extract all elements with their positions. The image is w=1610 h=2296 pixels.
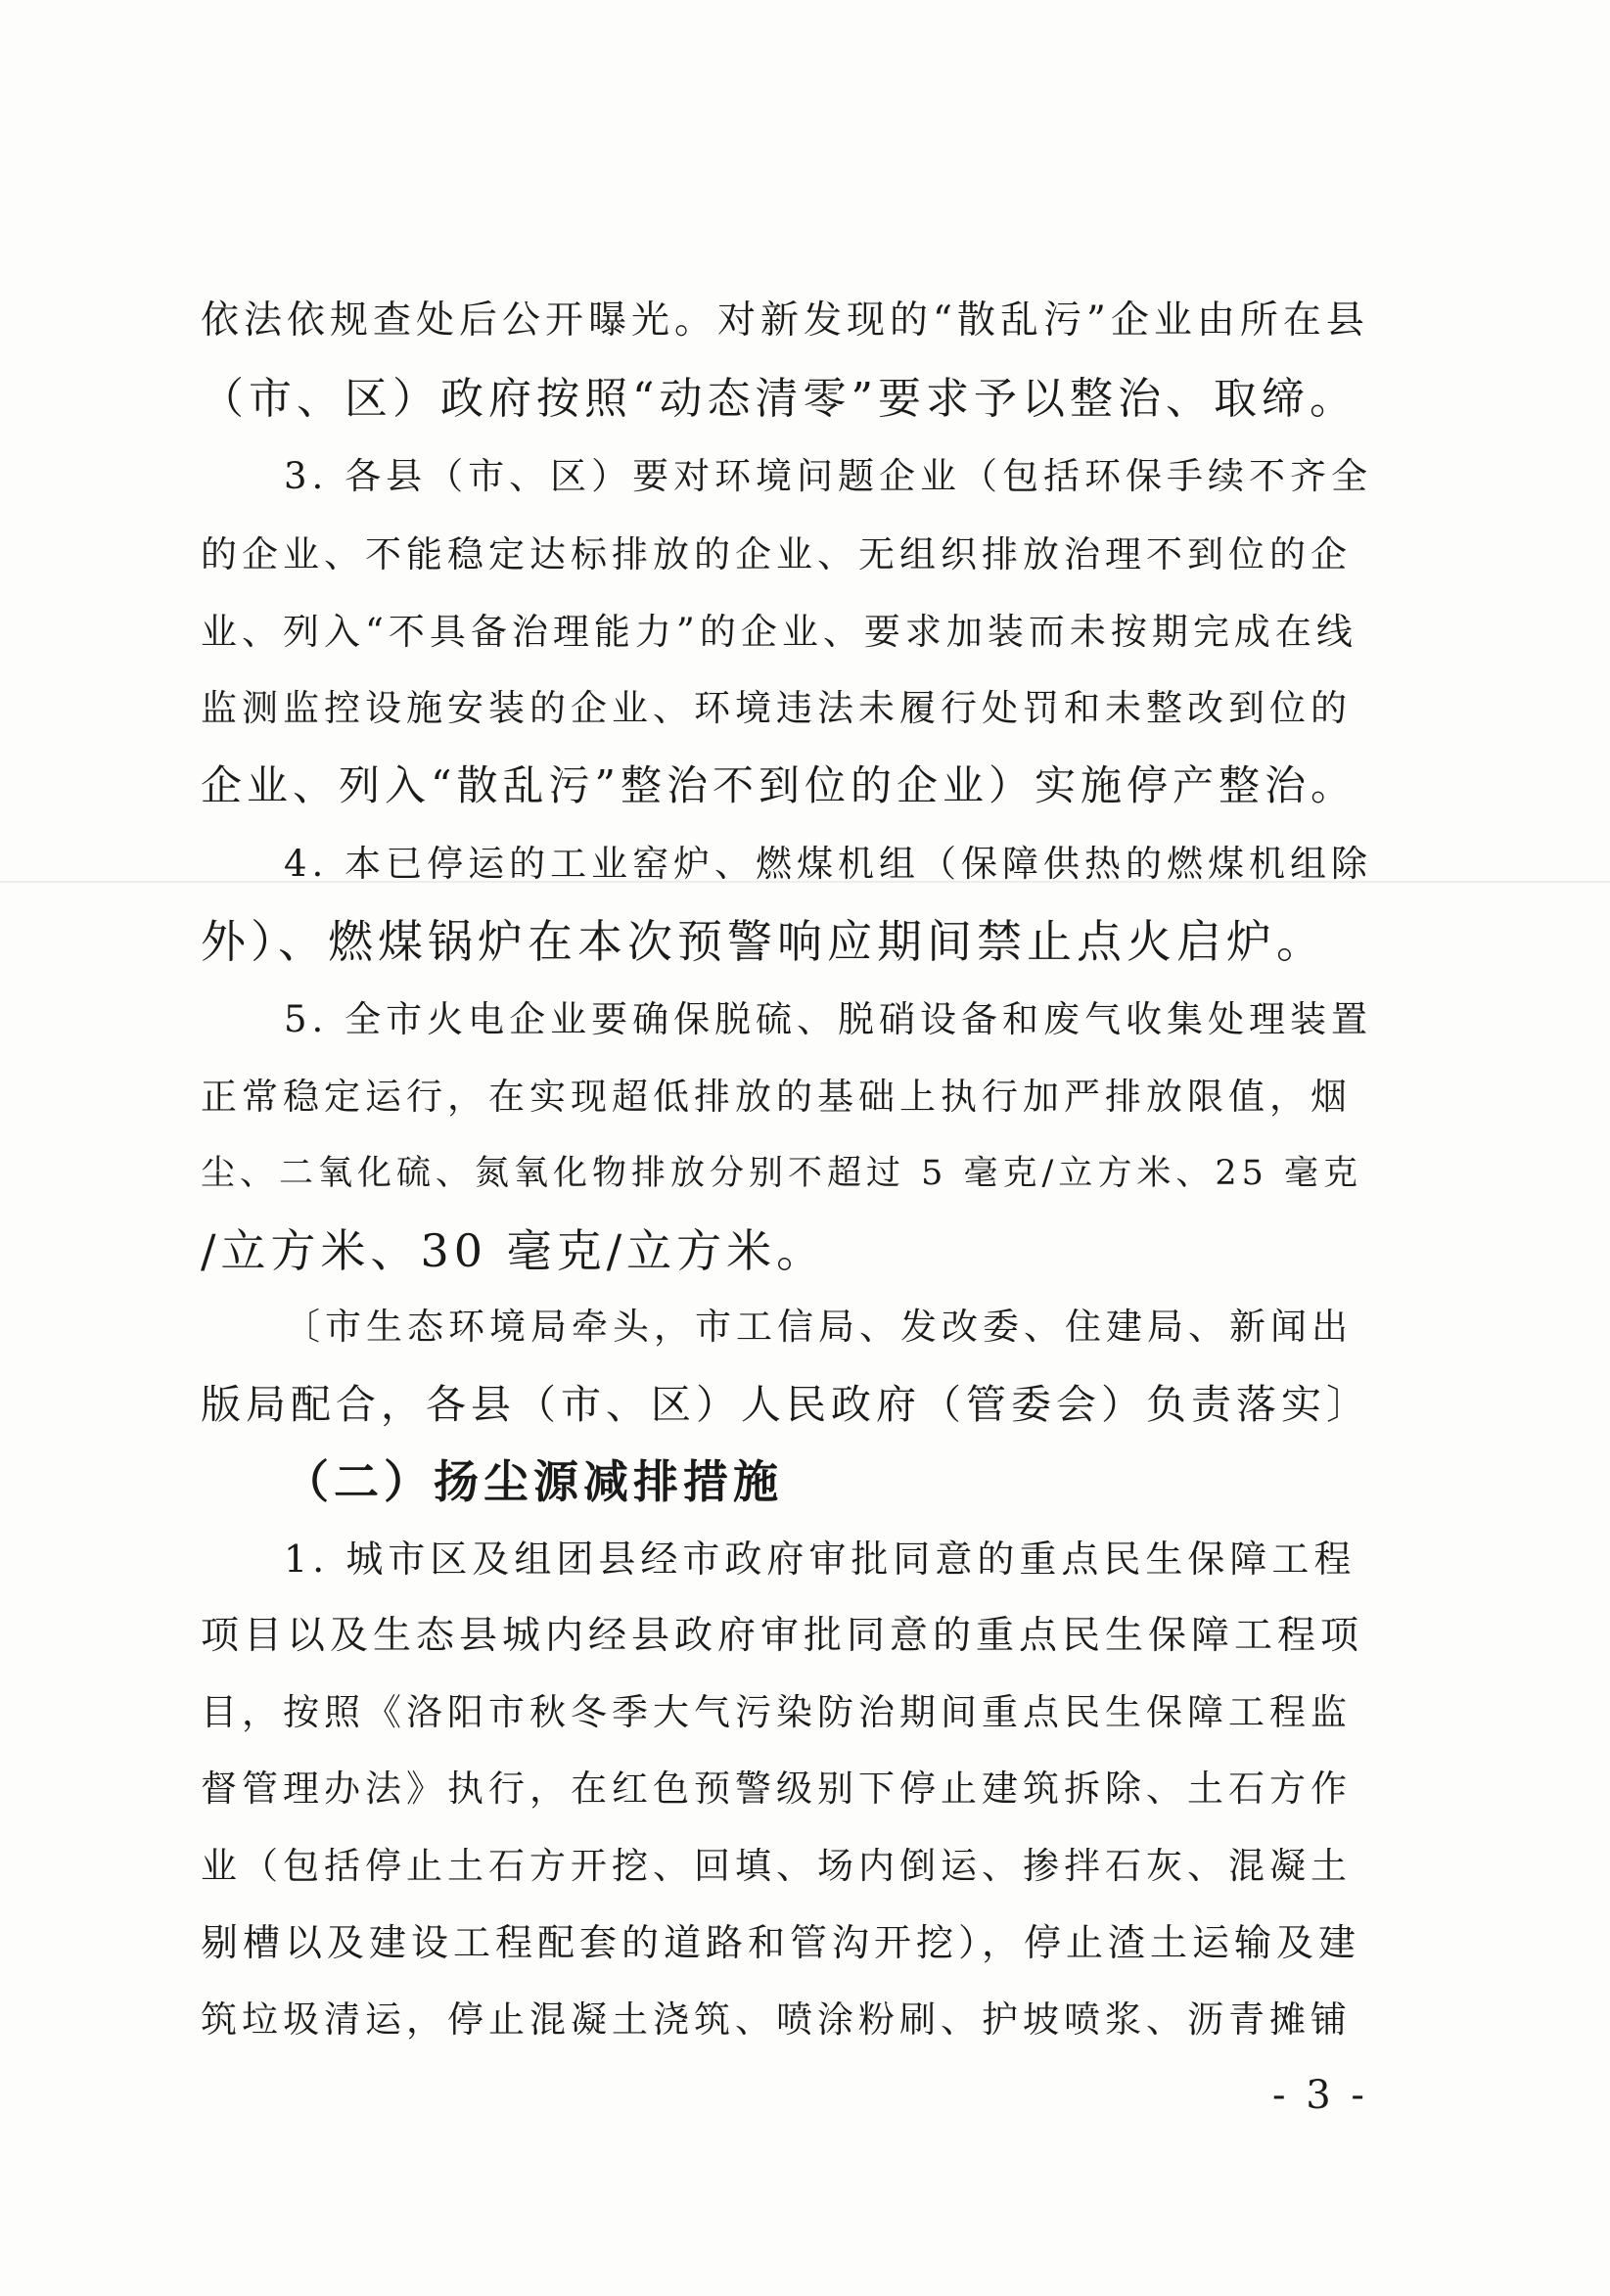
text-line: 依法依规查处后公开曝光。对新发现的“散乱污”企业由所在县 <box>201 298 1369 343</box>
text-line: 尘、二氧化硫、氮氧化物排放分别不超过 5 毫克/立方米、25 毫克 <box>201 1154 1362 1193</box>
text-line: 〔市生态环境局牵头，市工信局、发改委、住建局、新闻出 <box>284 1306 1353 1348</box>
page-number: - 3 - <box>1272 2073 1368 2118</box>
text-line: 1. 城市区及组团县经市政府审批同意的重点民生保障工程 <box>284 1538 1357 1581</box>
text-line: 目，按照《洛阳市秋冬季大气污染防治期间重点民生保障工程监 <box>201 1691 1352 1733</box>
text-line: 版局配合，各县（市、区）人民政府（管委会）负责落实〕 <box>201 1381 1371 1428</box>
text-line: 督管理办法》执行，在红色预警级别下停止建筑拆除、土石方作 <box>201 1768 1352 1810</box>
text-line: 4. 本已停运的工业窑炉、燃煤机组（保障供热的燃煤机组除 <box>284 843 1373 885</box>
text-line: 项目以及生态县城内经县政府审批同意的重点民生保障工程项 <box>201 1614 1364 1658</box>
text-line: 企业、列入“散乱污”整治不到位的企业）实施停产整治。 <box>201 761 1357 809</box>
text-line: 的企业、不能稳定达标排放的企业、无组织排放治理不到位的企 <box>201 533 1352 575</box>
text-line: 业（包括停止土石方开挖、回填、场内倒运、掺拌石灰、混凝土 <box>201 1845 1352 1887</box>
text-line: 监测监控设施安装的企业、环境违法未履行处罚和未整改到位的 <box>201 687 1352 729</box>
text-line: 3. 各县（市、区）要对环境问题企业（包括环保手续不齐全 <box>284 455 1373 497</box>
text-line: 业、列入“不具备治理能力”的企业、要求加装而未按期完成在线 <box>201 611 1357 653</box>
text-line: 剔槽以及建设工程配套的道路和管沟开挖），停止渣土运输及建 <box>201 1921 1361 1964</box>
text-line: 5. 全市火电企业要确保脱硫、脱硝设备和废气收集处理装置 <box>284 998 1373 1040</box>
text-line: 外）、燃煤锅炉在本次预警响应期间禁止点火启炉。 <box>201 915 1326 968</box>
text-line: （市、区）政府按照“动态清零”要求予以整治、取缔。 <box>201 374 1357 424</box>
section-heading: （二）扬尘源减排措施 <box>284 1455 783 1508</box>
text-line: /立方米、30 毫克/立方米。 <box>201 1224 827 1277</box>
text-line: 正常稳定运行，在实现超低排放的基础上执行加严排放限值，烟 <box>201 1076 1352 1118</box>
text-line: 筑垃圾清运，停止混凝土浇筑、喷涂粉刷、护坡喷浆、沥青摊铺 <box>201 1998 1352 2041</box>
